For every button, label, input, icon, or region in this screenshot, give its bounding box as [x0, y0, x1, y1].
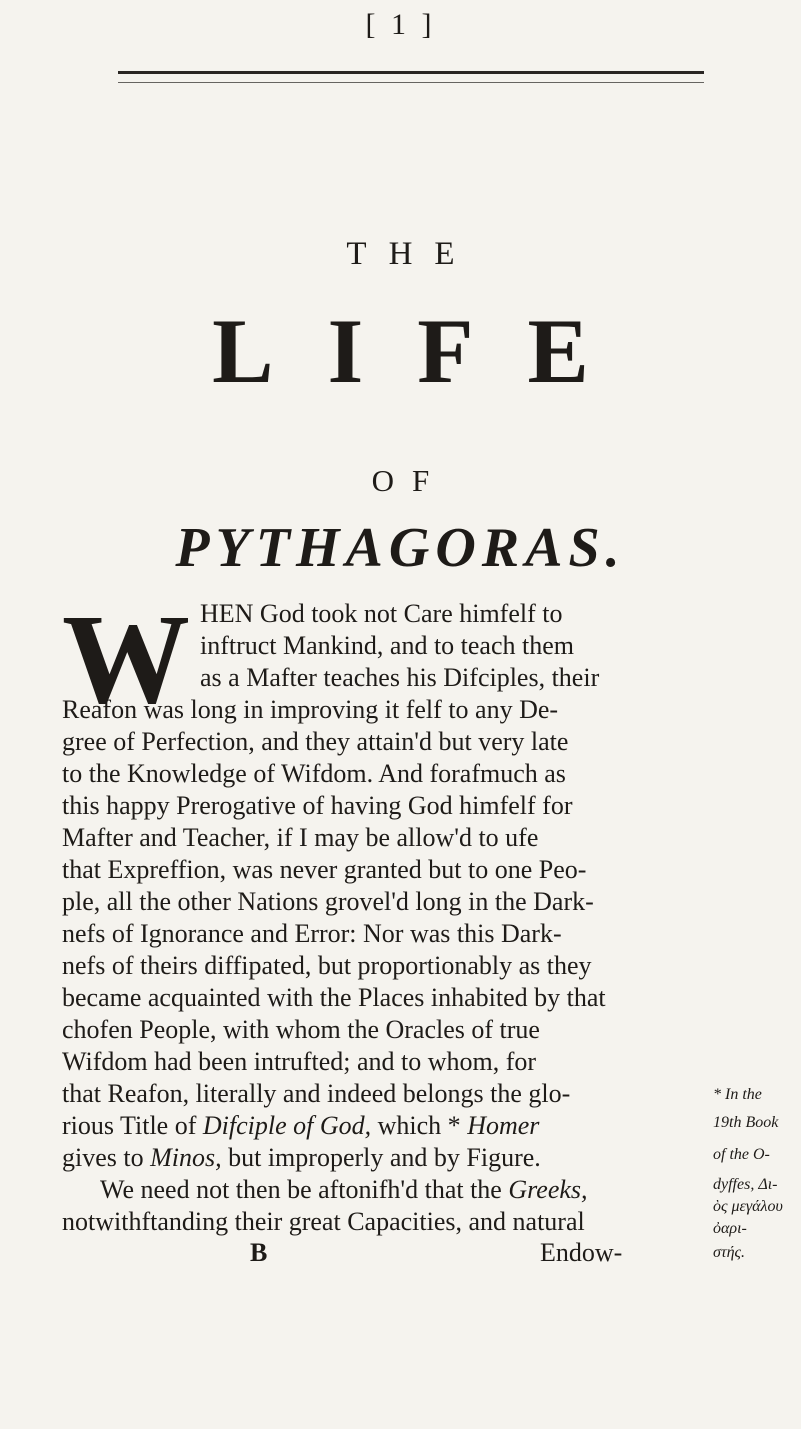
body-line	[62, 1110, 539, 1142]
body-line: Mafter and Teacher, if I may be allow'd to ufe	[62, 823, 539, 852]
title-the: THE	[346, 236, 477, 272]
italic-run: Difciple of God,	[202, 1111, 372, 1140]
header-rule-thick	[118, 71, 704, 74]
body-line: inftruct Mankind, and to teach them	[200, 631, 575, 660]
signature-mark: B	[250, 1238, 268, 1267]
text-run: but improperly and by Figure.	[221, 1143, 541, 1172]
margin-note: ὀαρι-	[713, 1220, 747, 1237]
body-line: gree of Perfection, and they attain'd but very late	[62, 727, 569, 756]
body-line: Wifdom had been intrufted; and to whom, for	[62, 1047, 537, 1076]
margin-note: dyffes, Δι-	[713, 1176, 778, 1193]
margin-note: * In the	[713, 1086, 762, 1103]
margin-note: ὸς μεγάλου	[713, 1198, 783, 1215]
italic-run: Greeks,	[508, 1175, 588, 1204]
body-line: that Expreffion, was never granted but to one Peo-	[62, 855, 587, 884]
body-line: nefs of theirs diffipated, but proportionably as they	[62, 951, 592, 980]
margin-note: 19th Book	[713, 1114, 779, 1131]
drop-cap: W	[62, 588, 190, 730]
body-line: HEN God took not Care himfelf to	[200, 599, 563, 628]
catchword: Endow-	[540, 1238, 623, 1267]
text-run: gives to	[62, 1143, 151, 1172]
body-line	[62, 1142, 541, 1174]
italic-run: Homer	[467, 1111, 540, 1140]
body-line: nefs of Ignorance and Error: Nor was this Dark-	[62, 919, 562, 948]
text-run: We need not then be aftonifh'd that the	[100, 1175, 509, 1204]
body-line: to the Knowledge of Wifdom. And forafmuch as	[62, 759, 566, 788]
body-line: ple, all the other Nations grovel'd long in the Dark-	[62, 887, 594, 916]
body-line: notwithftanding their great Capacities, and natural	[62, 1207, 585, 1236]
body-line: as a Mafter teaches his Difciples, their	[200, 663, 600, 692]
body-line: chofen People, with whom the Oracles of true	[62, 1015, 540, 1044]
body-line: became acquainted with the Places inhabited by that	[62, 983, 606, 1012]
body-line: this happy Prerogative of having God himfelf for	[62, 791, 573, 820]
italic-run: Minos,	[150, 1143, 222, 1172]
page-number: [ 1 ]	[365, 8, 436, 41]
title-life: LIFE	[212, 300, 643, 402]
header-rule-thin	[118, 82, 704, 83]
text-run: which *	[371, 1111, 468, 1140]
title-of: OF	[371, 463, 448, 498]
body-line: Reafon was long in improving it felf to any De-	[62, 695, 559, 724]
margin-note: στής.	[713, 1244, 746, 1261]
title-name: PYTHAGORAS.	[175, 517, 626, 579]
body-line	[100, 1174, 588, 1206]
body-line: that Reafon, literally and indeed belongs the glo-	[62, 1079, 571, 1108]
margin-note: of the O-	[713, 1146, 770, 1163]
text-run: rious Title of	[62, 1111, 203, 1140]
